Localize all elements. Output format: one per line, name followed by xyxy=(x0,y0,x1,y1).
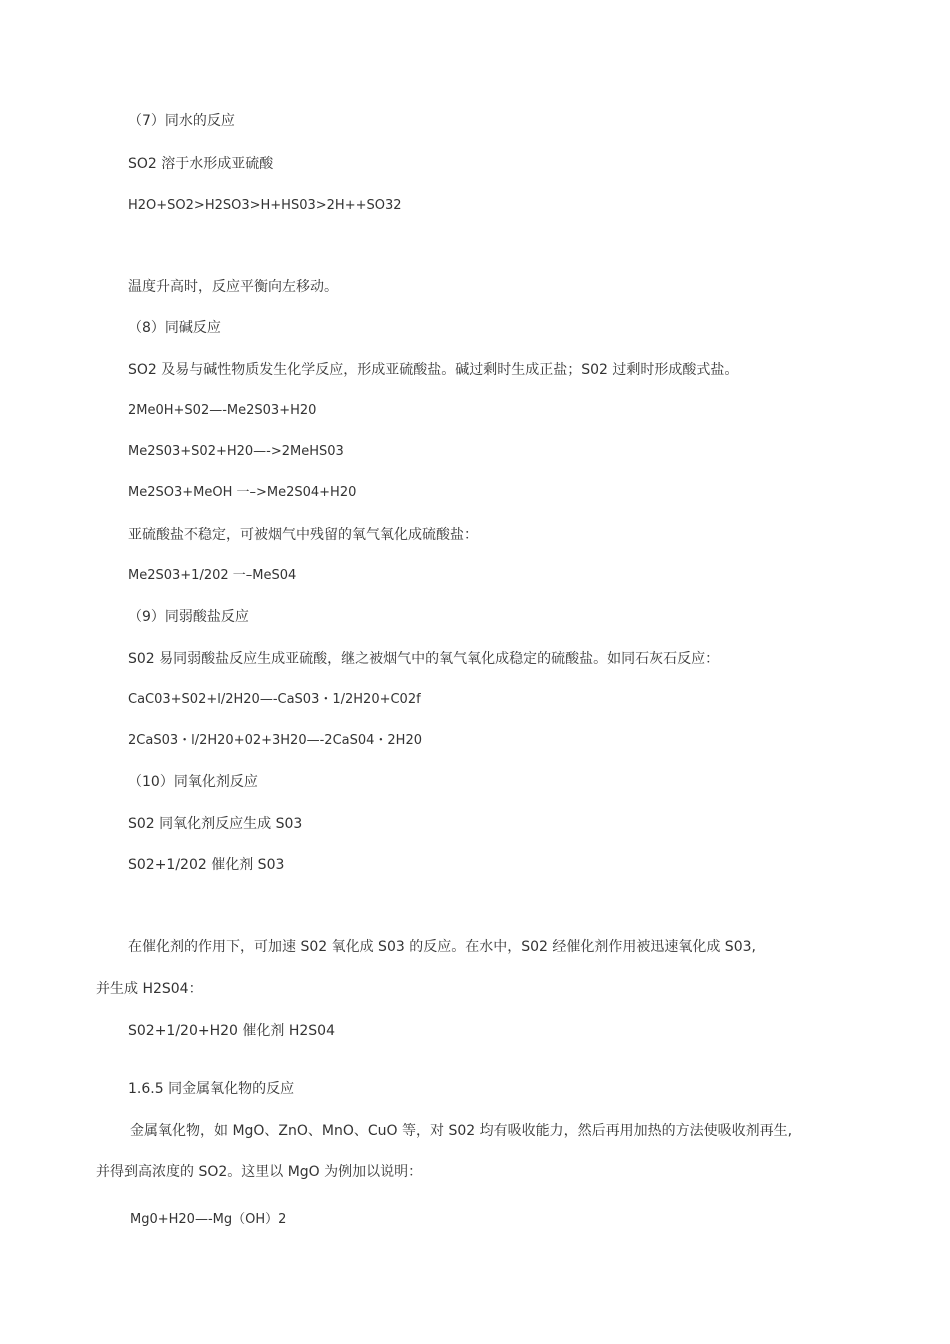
section-heading-base-reaction: （8）同碱反应 xyxy=(128,320,221,336)
equation-line: 2Me0H+S02—-Me2S03+H20 xyxy=(128,403,317,418)
equation-line: Mg0+H20—-Mg（OH）2 xyxy=(130,1212,287,1227)
equation-line: S02+1/20+H20 催化剂 H2S04 xyxy=(128,1023,335,1039)
section-heading-water-reaction: （7）同水的反应 xyxy=(128,113,235,129)
equation-line: Me2S03+1/202 一–MeS04 xyxy=(128,568,297,583)
paragraph-line: 温度升高时，反应平衡向左移动。 xyxy=(128,279,338,295)
equation-line: Me2SO3+MeOH 一–>Me2S04+H20 xyxy=(128,485,357,500)
equation-line: 2CaS03・l/2H20+02+3H20—-2CaS04・2H20 xyxy=(128,733,422,748)
section-heading-weak-acid-salt-reaction: （9）同弱酸盐反应 xyxy=(128,609,249,625)
paragraph-line: S02 同氧化剂反应生成 S03 xyxy=(128,816,303,832)
paragraph-line: 并得到高浓度的 SO2。这里以 MgO 为例加以说明： xyxy=(96,1164,423,1180)
paragraph-line: SO2 及易与碱性物质发生化学反应，形成亚硫酸盐。碱过剩时生成正盐；S02 过剩时形成酸式盐。 xyxy=(128,362,739,378)
paragraph-line: 金属氧化物，如 MgO、ZnO、MnO、CuO 等，对 S02 均有吸收能力，然后再用加热的方法使吸收剂再生, xyxy=(130,1123,793,1139)
section-heading-metal-oxide-reaction: 1.6.5 同金属氧化物的反应 xyxy=(128,1081,295,1097)
paragraph-line: 并生成 H2S04： xyxy=(96,981,203,997)
section-heading-oxidant-reaction: （10）同氧化剂反应 xyxy=(128,774,258,790)
equation-line: Me2S03+S02+H20—->2MeHS03 xyxy=(128,444,344,459)
equation-line: S02+1/202 催化剂 S03 xyxy=(128,857,285,873)
paragraph-line: SO2 溶于水形成亚硫酸 xyxy=(128,156,274,172)
paragraph-line: 在催化剂的作用下，可加速 S02 氧化成 S03 的反应。在水中，S02 经催化剂作用被迅速氧化成 S03, xyxy=(128,939,756,955)
equation-line: H2O+SO2>H2SO3>H+HS03>2H++SO32 xyxy=(128,198,402,213)
paragraph-line: S02 易同弱酸盐反应生成亚硫酸，继之被烟气中的氧气氧化成稳定的硫酸盐。如同石灰石反应： xyxy=(128,651,720,667)
equation-line: CaC03+S02+l/2H20—-CaS03・1/2H20+C02f xyxy=(128,692,421,707)
paragraph-line: 亚硫酸盐不稳定，可被烟气中残留的氧气氧化成硫酸盐： xyxy=(128,527,478,543)
